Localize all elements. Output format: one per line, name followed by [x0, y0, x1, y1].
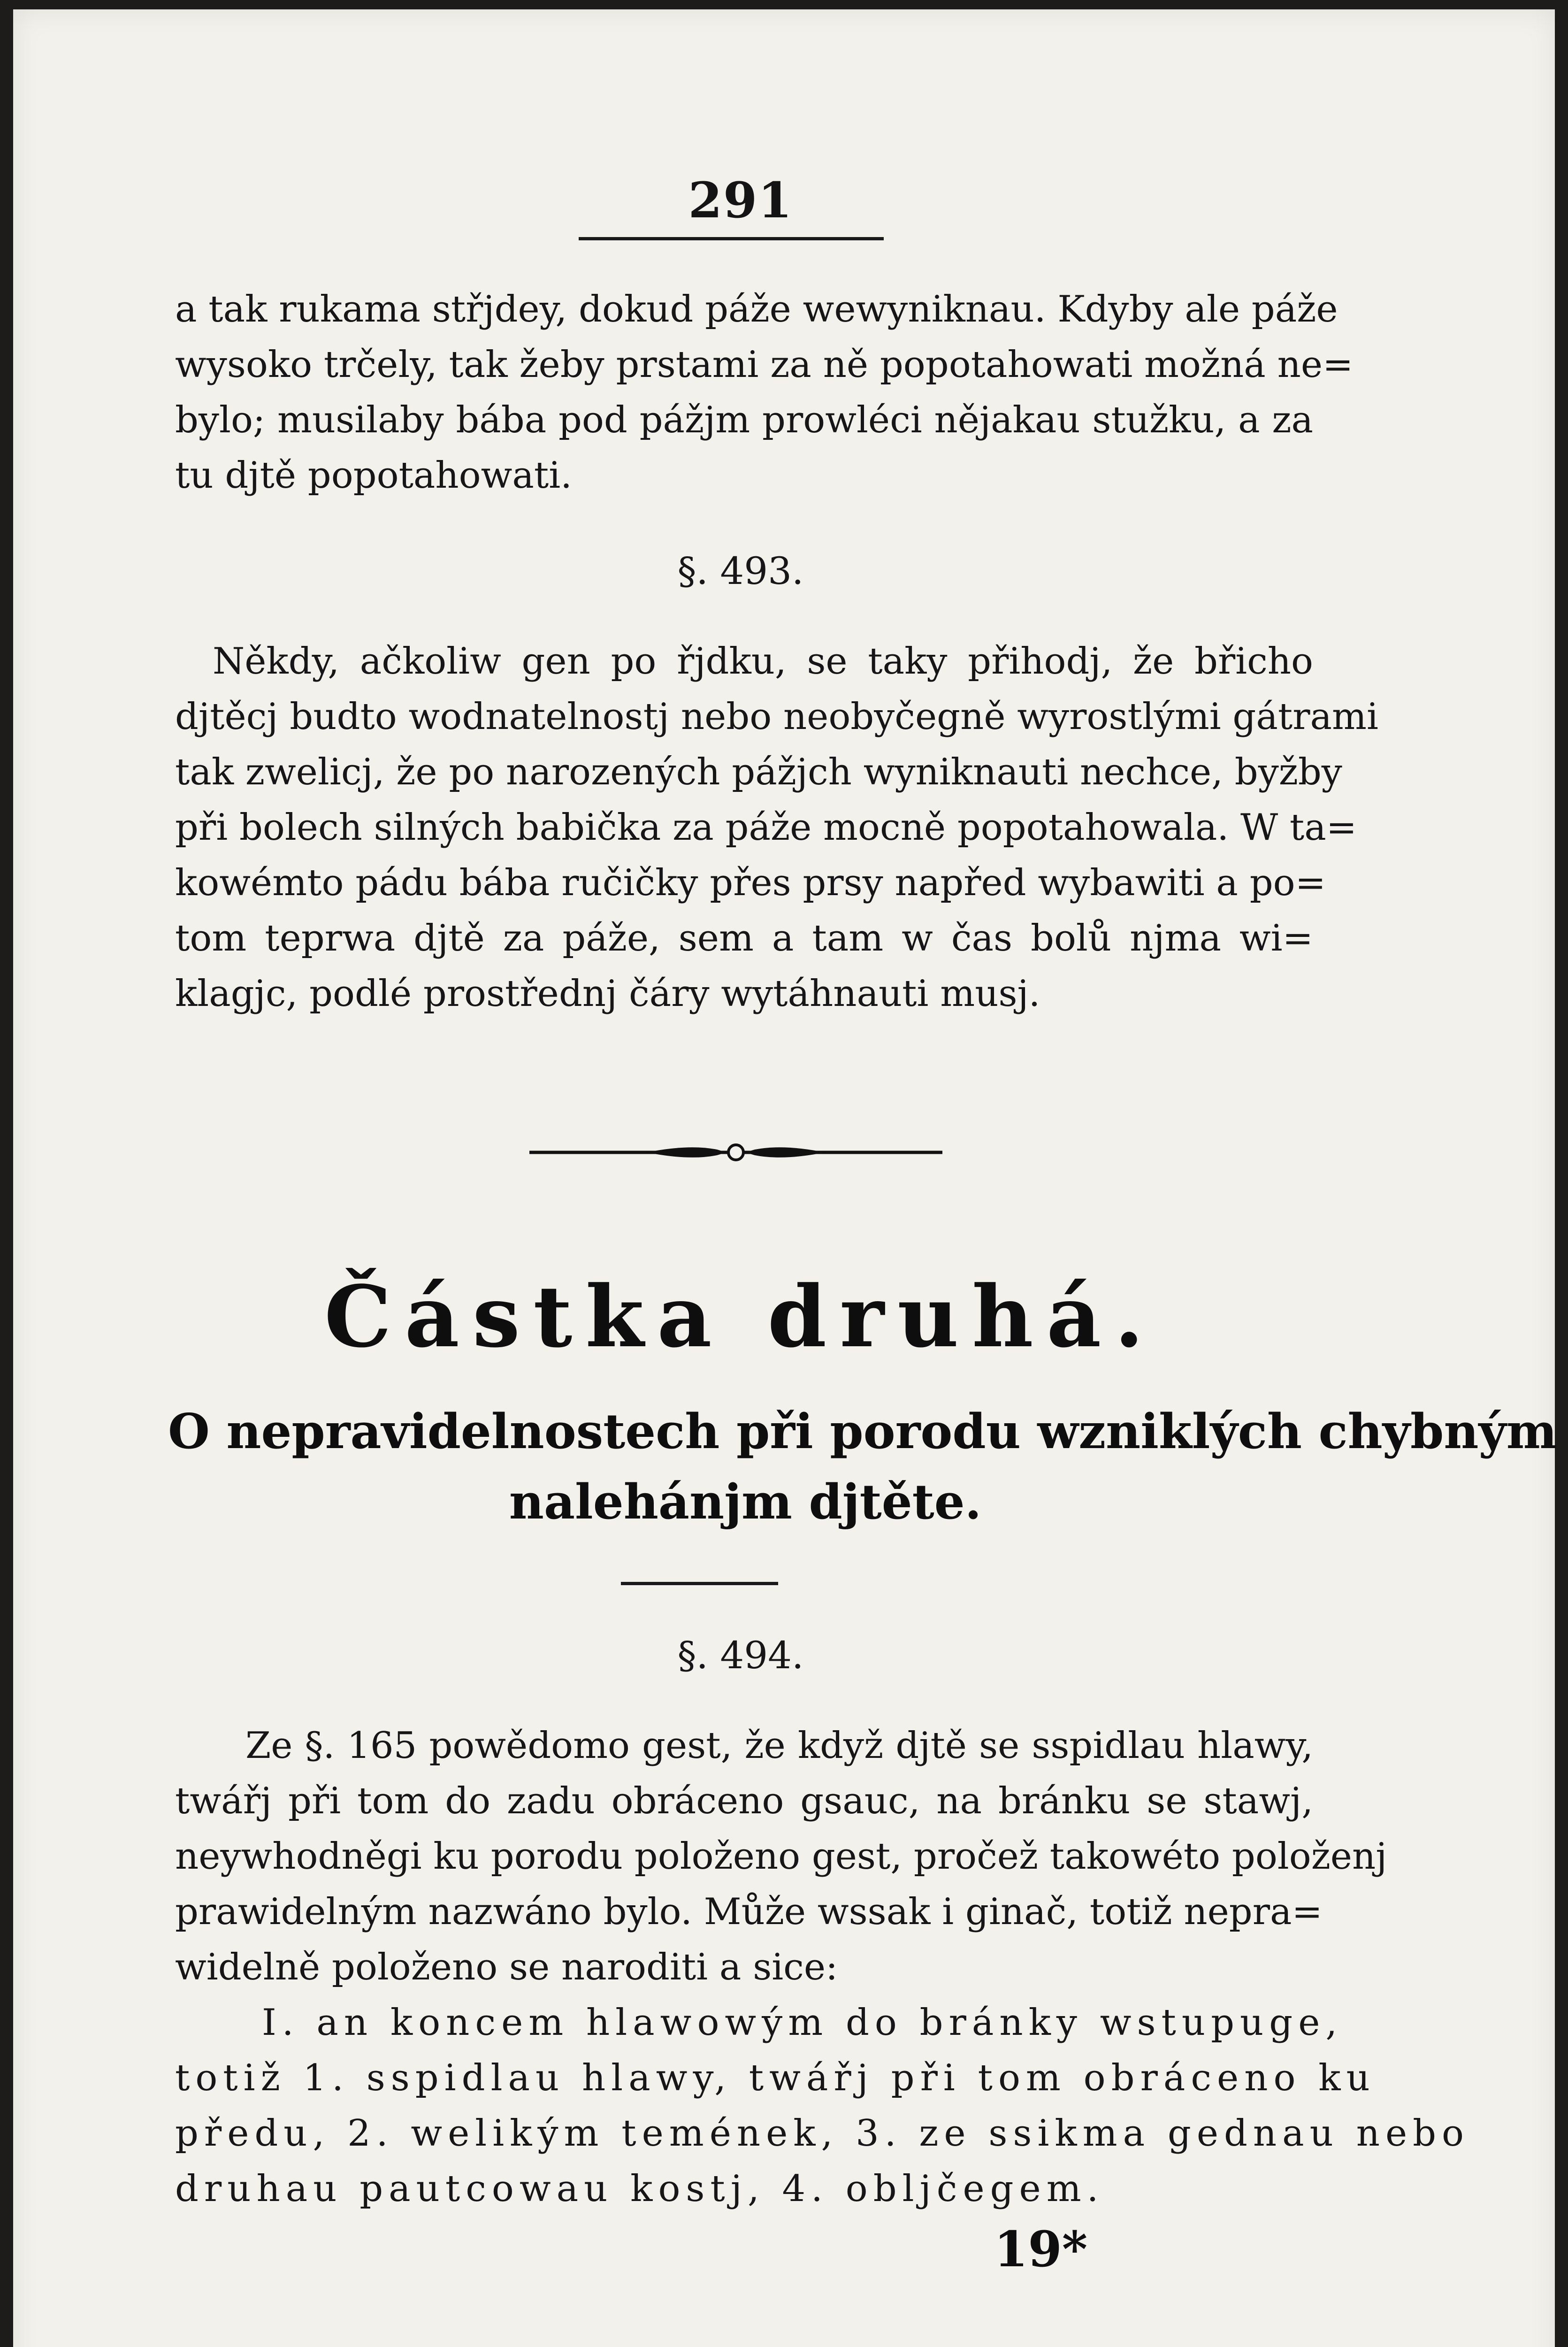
text-line: a tak rukama střjdey, dokud páže wewyniknau. Kdyby ale páže: [175, 288, 1338, 330]
section-493-paragraph: [175, 634, 1378, 1021]
text-line: neywhodněgi ku porodu položeno gest, pročež takowéto položenj: [175, 1835, 1387, 1878]
page-number: 291: [688, 171, 793, 229]
spaced-text-line: předu, 2. welikým temének, 3. ze ssikma gednau nebo: [175, 2112, 1469, 2155]
text-line: Ze §. 165 powědomo gest, že když djtě se sspidlau hlawy,: [245, 1725, 1313, 1767]
header-rule: [579, 237, 884, 240]
spaced-text-line: totiž 1. sspidlau hlawy, twářj při tom obráceno ku: [175, 2057, 1376, 2099]
signature-mark: 19*: [994, 2220, 1088, 2278]
chapter-title-line: O nepravidelnostech při porodu wzniklých chybným: [168, 1404, 1557, 1460]
book-page: [13, 9, 1555, 2347]
top-paragraph: [175, 282, 1354, 503]
text-line: wysoko trčely, tak žeby prstami za ně popotahowati možná ne=: [175, 344, 1354, 386]
section-heading-494: §. 494.: [677, 1634, 804, 1677]
text-line: tak zwelicj, že po narozených pážjch wyniknauti nechce, byžby: [175, 751, 1342, 793]
ornament-divider: [529, 1134, 942, 1171]
text-line: prawidelným nazwáno bylo. Může wssak i ginač, totiž nepra=: [175, 1891, 1323, 1933]
section-494-paragraph: [175, 1718, 1469, 2217]
text-line: Někdy, ačkoliw gen po řjdku, se taky přihodj, že břicho: [213, 640, 1313, 683]
text-line: tu djtě popotahowati.: [175, 454, 572, 497]
chapter-title: [168, 1396, 1557, 1537]
chapter-rule: [621, 1582, 778, 1585]
text-line: kowémto pádu bába ručičky přes prsy napřed wybawiti a po=: [175, 862, 1326, 904]
part-title: Částka druhá.: [324, 1267, 1157, 1366]
text-line: bylo; musilaby bába pod pážjm prowléci nějakau stužku, a za: [175, 399, 1313, 441]
text-line: klagjc, podlé prostřednj čáry wytáhnauti musj.: [175, 973, 1040, 1015]
spaced-text-line: I. an koncem hlawowým do bránky wstupuge,: [262, 2002, 1343, 2044]
text-line: při bolech silných babička za páže mocně popotahowala. W ta=: [175, 806, 1357, 849]
spaced-text-line: druhau pautcowau kostj, 4. obljčegem.: [175, 2168, 1104, 2210]
section-heading-493: §. 493.: [677, 549, 804, 593]
chapter-title-line: nalehánjm djtěte.: [509, 1474, 982, 1530]
text-line: tom teprwa djtě za páže, sem a tam w čas bolů njma wi=: [175, 917, 1313, 959]
text-line: twářj při tom do zadu obráceno gsauc, na bránku se stawj,: [175, 1780, 1313, 1822]
text-line: djtěcj budto wodnatelnostj nebo neobyčegně wyrostlými gátrami: [175, 696, 1378, 738]
text-line: widelně položeno se naroditi a sice:: [175, 1946, 838, 1988]
